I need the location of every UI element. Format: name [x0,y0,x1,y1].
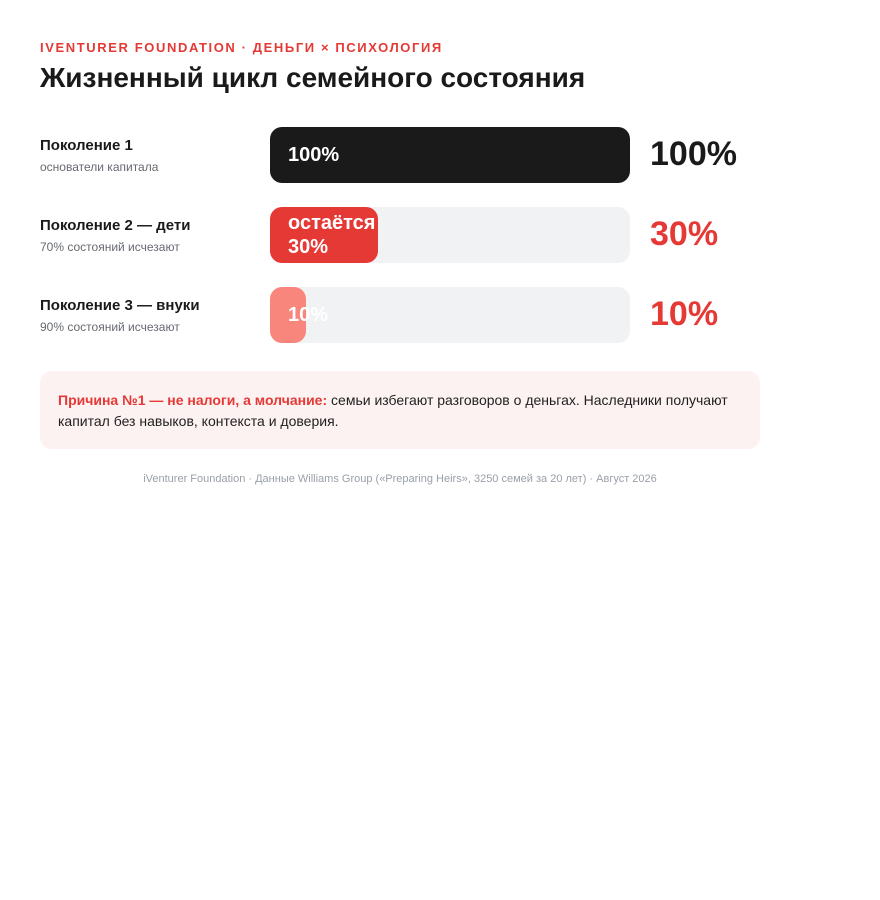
bar-track [270,127,630,183]
category-label: Поколение 3 — внуки [40,297,200,314]
bar-track [270,287,630,343]
value-label: 10% [650,295,719,333]
category-subtitle: 70% состояний исчезают [40,240,180,254]
generation-row [40,207,840,263]
generation-bar-chart [40,127,840,367]
bar-label: 100% [288,144,340,166]
reason-callout [40,371,760,449]
bar-label: остаётся 30% [288,212,376,258]
page-title: Жизненный цикл семейного состояния [40,62,586,93]
category-subtitle: основатели капитала [40,160,159,174]
source-footer: iVenturer Foundation · Данные Williams Group («Preparing Heirs», 3250 семей за 20 лет) · Август 2026 [143,473,657,485]
callout-text: семьи избегают разговоров о деньгах. Наследники получают капитал без навыков, контекста и доверия. [58,392,728,429]
category-label: Поколение 1 [40,137,133,154]
bar-label: 10% [288,304,329,326]
row-label [40,217,260,254]
kicker-label: IVENTURER FOUNDATION · ДЕНЬГИ × ПСИХОЛОГИЯ [40,40,443,55]
row-label [40,297,260,334]
bar-track [270,207,630,263]
value-label: 30% [650,215,719,253]
callout-lead: Причина №1 — не налоги, а молчание: [58,392,328,408]
row-label [40,137,260,174]
category-label: Поколение 2 — дети [40,217,191,234]
value-label: 100% [650,135,737,173]
category-subtitle: 90% состояний исчезают [40,320,180,334]
generation-row [40,127,840,183]
generation-row [40,287,840,343]
